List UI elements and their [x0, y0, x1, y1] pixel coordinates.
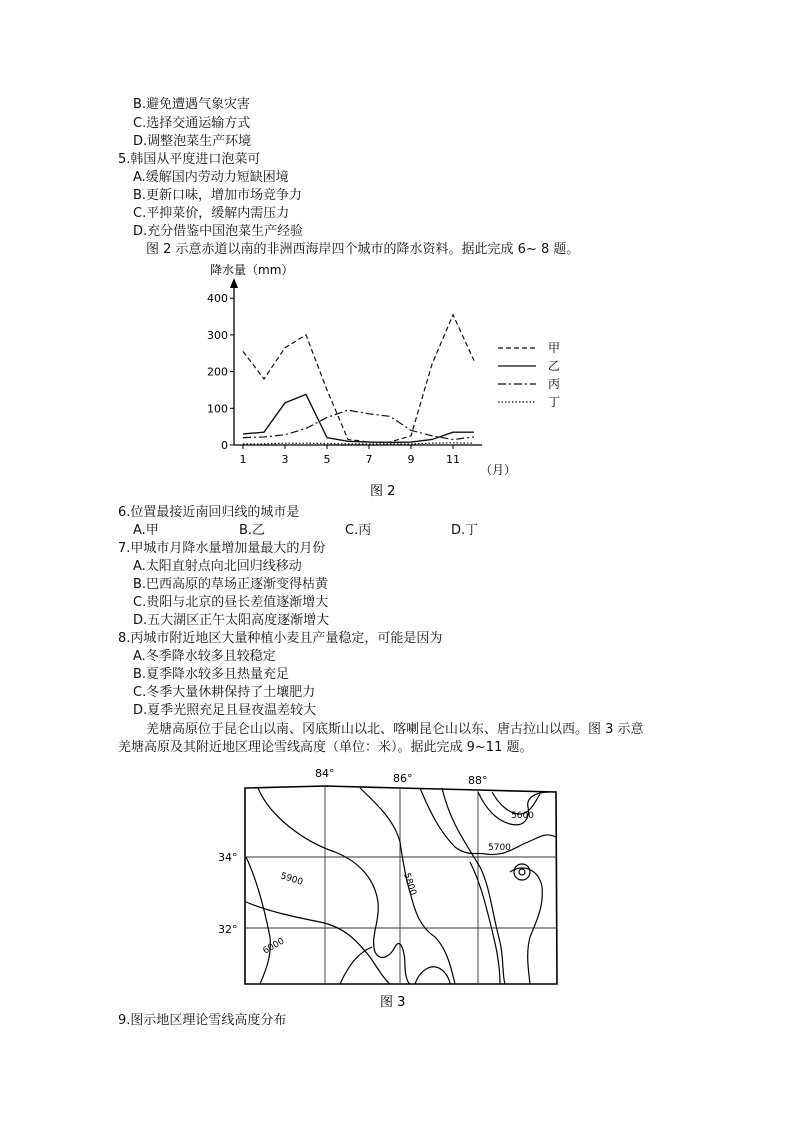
x-tick-label: 9	[407, 453, 415, 466]
q6-option-a: A.甲	[133, 523, 159, 538]
legend-label-3: 丙	[548, 377, 561, 391]
q8-option-b: B.夏季降水较多且热量充足	[133, 667, 290, 682]
lon-label-88: 88°	[468, 774, 488, 787]
fig3-intro-line2: 羌塘高原及其附近地区理论雪线高度（单位：米）。据此完成 9~11 题。	[118, 740, 533, 755]
legend-label-1: 甲	[548, 341, 561, 355]
q7-stem: 7.甲城市月降水量增加量最大的月份	[118, 541, 326, 556]
q5-stem: 5.韩国从平度进口泡菜可	[118, 152, 261, 167]
q7-option-d: D.五大湖区正午太阳高度逐渐增大	[133, 613, 330, 628]
legend-label-2: 乙	[548, 359, 561, 373]
q5-option-a: A.缓解国内劳动力短缺困境	[133, 170, 289, 185]
lat-label-34: 34°	[218, 851, 238, 864]
q6-option-d: D.丁	[451, 523, 479, 538]
y-axis-arrow	[230, 278, 238, 288]
x-tick-label: 7	[365, 453, 373, 466]
chart-xlabel: （月）	[480, 463, 517, 477]
lat-label-32: 32°	[218, 923, 238, 936]
x-tick-label: 3	[281, 453, 289, 466]
y-tick-label: 100	[207, 402, 228, 416]
q4-option-b: B.避免遭遇气象灾害	[133, 97, 251, 112]
contour-label-5800: 5800	[401, 871, 418, 897]
q7-option-b: B.巴西高原的草场正逐渐变得枯黄	[133, 577, 329, 592]
q8-stem: 8.丙城市附近地区大量种植小麦且产量稳定，可能是因为	[118, 631, 443, 646]
y-tick-label: 400	[207, 292, 228, 306]
legend-label-4: 丁	[548, 395, 561, 409]
q6-options	[133, 523, 557, 539]
series-line-3	[243, 410, 474, 439]
contour-label-5600: 5600	[511, 811, 534, 821]
contour-label-5700: 5700	[488, 843, 511, 853]
fig2-intro: 图 2 示意赤道以南的非洲西海岸四个城市的降水资料。据此完成 6~ 8 题。	[146, 242, 580, 257]
q8-option-a: A.冬季降水较多且较稳定	[133, 649, 276, 664]
snowline-contour-map	[210, 762, 580, 1010]
chart-caption: 图 2	[370, 484, 396, 499]
q6-option-c: C.丙	[345, 523, 372, 538]
y-tick-label: 300	[207, 328, 228, 342]
y-tick-label: 200	[207, 365, 228, 379]
contour-lines	[246, 788, 556, 984]
x-tick-label: 1	[239, 453, 247, 466]
map-caption: 图 3	[380, 995, 406, 1010]
q6-stem: 6.位置最接近南回归线的城市是	[118, 505, 300, 520]
contour-label-6000: 6000	[261, 936, 287, 957]
q4-option-c: C.选择交通运输方式	[133, 116, 251, 131]
q7-option-c: C.贵阳与北京的昼长差值逐渐增大	[133, 595, 329, 610]
q8-option-c: C.冬季大量休耕保持了土壤肥力	[133, 685, 316, 700]
q5-option-b: B.更新口味，增加市场竞争力	[133, 188, 303, 203]
q5-option-d: D.充分借鉴中国泡菜生产经验	[133, 224, 304, 239]
q8-option-d: D.夏季光照充足且昼夜温差较大	[133, 703, 317, 718]
series-line-4	[243, 443, 474, 444]
series-line-1	[243, 315, 474, 442]
q9-stem: 9.图示地区理论雪线高度分布	[118, 1013, 287, 1028]
precipitation-chart	[200, 258, 610, 499]
q7-option-a: A.太阳直射点向北回归线移动	[133, 559, 302, 574]
q4-option-d: D.调整泡菜生产环境	[133, 134, 252, 149]
x-tick-label: 5	[323, 453, 331, 466]
lon-label-86: 86°	[393, 772, 413, 785]
contour-label-5900: 5900	[279, 871, 304, 888]
chart-ylabel: 降水量（mm）	[210, 263, 294, 277]
q6-option-b: B.乙	[239, 523, 266, 538]
y-tick-label: 0	[221, 439, 228, 452]
fig3-intro-line1: 羌塘高原位于昆仑山以南、冈底斯山以北、喀喇昆仑山以东、唐古拉山以西。图 3 示意	[146, 722, 644, 737]
lon-label-84: 84°	[315, 767, 335, 780]
x-tick-label: 11	[446, 453, 460, 466]
q5-option-c: C.平抑菜价，缓解内需压力	[133, 206, 290, 221]
